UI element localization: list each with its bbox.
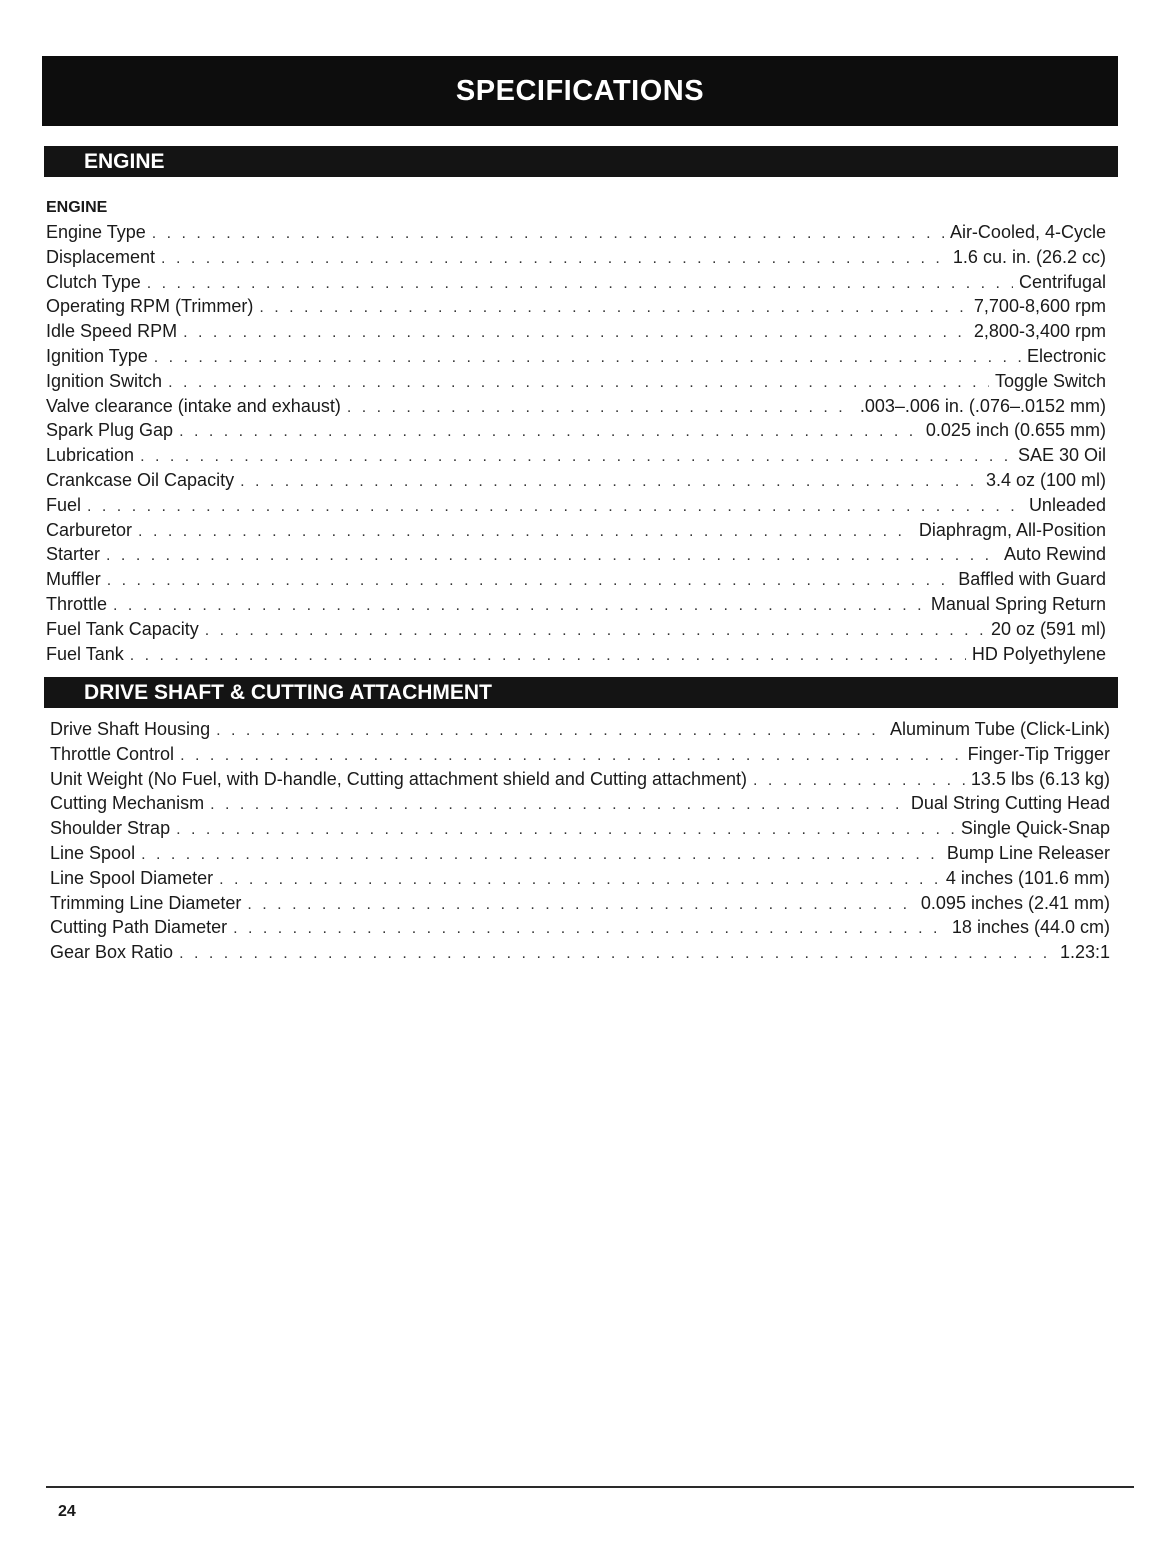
page-title: SPECIFICATIONS (42, 56, 1118, 126)
spec-value: 4 inches (101.6 mm) (945, 867, 1110, 888)
spec-label: Displacement (46, 246, 156, 267)
spec-value: Baffled with Guard (958, 569, 1106, 590)
spec-row (50, 893, 1110, 918)
spec-value: 1.6 cu. in. (26.2 cc) (952, 246, 1106, 267)
dot-leader (179, 423, 920, 441)
spec-value: 3.4 oz (100 ml) (985, 469, 1106, 490)
spec-row (46, 619, 1106, 644)
spec-label: Engine Type (46, 222, 146, 242)
spec-row (46, 445, 1106, 470)
spec-row (46, 594, 1106, 619)
spec-value: 18 inches (44.0 cm) (951, 917, 1110, 938)
spec-row (46, 346, 1106, 371)
spec-label: Shoulder Strap (50, 818, 171, 839)
spec-value: Centrifugal (1018, 271, 1106, 292)
spec-label: Cutting Path Diameter (50, 917, 228, 938)
spec-value: Auto Rewind (1003, 544, 1106, 565)
spec-row (46, 644, 1106, 669)
dot-leader (154, 349, 1021, 367)
spec-label: Throttle Control (50, 743, 175, 764)
spec-row (46, 371, 1106, 396)
spec-value: Single Quick-Snap (960, 818, 1110, 839)
spec-label: Drive Shaft Housing (50, 719, 211, 739)
spec-label: Line Spool Diameter (50, 867, 214, 888)
dot-leader (130, 647, 966, 665)
spec-value: Dual String Cutting Head (910, 793, 1110, 814)
spec-label: Idle Speed RPM (46, 321, 178, 342)
spec-row (46, 222, 1106, 247)
spec-value: 13.5 lbs (6.13 kg) (970, 768, 1110, 789)
spec-value: 1.23:1 (1059, 942, 1110, 963)
spec-value: SAE 30 Oil (1017, 445, 1106, 466)
spec-row (46, 247, 1106, 272)
spec-value: Air-Cooled, 4-Cycle (949, 222, 1106, 242)
spec-row (50, 744, 1110, 769)
spec-label: Ignition Switch (46, 370, 163, 391)
dot-leader (347, 399, 854, 417)
dot-leader (161, 250, 947, 268)
dot-leader (753, 772, 965, 790)
spec-label: Carburetor (46, 519, 133, 540)
spec-value: Bump Line Releaser (946, 842, 1110, 863)
spec-row (46, 495, 1106, 520)
dot-leader (113, 597, 925, 615)
spec-row (50, 843, 1110, 868)
spec-value: Electronic (1026, 345, 1106, 366)
footer-rule (46, 1486, 1134, 1488)
spec-row (50, 917, 1110, 942)
spec-row (46, 520, 1106, 545)
spec-row (46, 296, 1106, 321)
dot-leader (138, 523, 913, 541)
spec-value: 2,800-3,400 rpm (973, 321, 1106, 342)
spec-label: Throttle (46, 593, 108, 614)
page-number: 24 (58, 1503, 76, 1520)
dot-leader (183, 324, 968, 342)
spec-row (50, 868, 1110, 893)
dot-leader (106, 547, 998, 565)
spec-value: 7,700-8,600 rpm (973, 296, 1106, 317)
spec-label: Fuel (46, 494, 82, 515)
dot-leader (180, 747, 962, 765)
spec-value: Unleaded (1028, 494, 1106, 515)
spec-row (50, 719, 1110, 744)
spec-row (50, 818, 1110, 843)
spec-label: Ignition Type (46, 345, 148, 366)
dot-leader (240, 473, 980, 491)
dot-leader (205, 622, 985, 640)
spec-label: Clutch Type (46, 271, 141, 292)
dot-leader (247, 896, 915, 914)
engine-spec-list (46, 222, 1106, 668)
spec-label: Cutting Mechanism (50, 793, 205, 814)
spec-row (50, 942, 1110, 967)
spec-row (46, 420, 1106, 445)
dot-leader (179, 945, 1054, 963)
spec-label: Operating RPM (Trimmer) (46, 296, 254, 317)
spec-label: Spark Plug Gap (46, 420, 174, 441)
dot-leader (87, 498, 1023, 516)
engine-section-banner: ENGINE (44, 146, 1118, 177)
spec-row (46, 569, 1106, 594)
drive-section-banner: DRIVE SHAFT & CUTTING ATTACHMENT (44, 677, 1118, 708)
spec-value: Diaphragm, All-Position (918, 519, 1106, 540)
spec-label: Muffler (46, 569, 101, 590)
spec-label: Gear Box Ratio (50, 942, 174, 963)
spec-value: 20 oz (591 ml) (990, 618, 1106, 639)
dot-leader (140, 448, 1012, 466)
spec-value: 0.095 inches (2.41 mm) (920, 892, 1110, 913)
dot-leader (176, 821, 955, 839)
spec-row (50, 793, 1110, 818)
dot-leader (210, 796, 905, 814)
dot-leader (152, 225, 944, 243)
spec-value: 0.025 inch (0.655 mm) (925, 420, 1106, 441)
spec-label: Line Spool (50, 842, 136, 863)
spec-value: Aluminum Tube (Click-Link) (889, 719, 1110, 739)
spec-label: Lubrication (46, 445, 135, 466)
dot-leader (216, 722, 884, 740)
spec-value: .003–.006 in. (.076–.0152 mm) (859, 395, 1106, 416)
dot-leader (107, 572, 953, 590)
dot-leader (147, 275, 1013, 293)
spec-row (46, 272, 1106, 297)
spec-row (50, 769, 1110, 794)
spec-value: HD Polyethylene (971, 643, 1106, 664)
spec-label: Unit Weight (No Fuel, with D-handle, Cutting attachment shield and Cutting attachment) (50, 768, 748, 789)
spec-row (46, 396, 1106, 421)
spec-value: Toggle Switch (994, 370, 1106, 391)
spec-label: Valve clearance (intake and exhaust) (46, 395, 341, 416)
spec-label: Trimming Line Diameter (50, 892, 242, 913)
dot-leader (141, 846, 941, 864)
drive-spec-list (50, 719, 1110, 967)
spec-label: Fuel Tank (46, 643, 124, 664)
spec-value: Finger-Tip Trigger (967, 743, 1110, 764)
spec-label: Fuel Tank Capacity (46, 618, 199, 639)
dot-leader (259, 299, 968, 317)
spec-row (46, 321, 1106, 346)
engine-subheading: ENGINE (46, 199, 108, 216)
dot-leader (233, 920, 946, 938)
spec-value: Manual Spring Return (930, 593, 1106, 614)
spec-row (46, 544, 1106, 569)
spec-label: Crankcase Oil Capacity (46, 469, 235, 490)
dot-leader (168, 374, 989, 392)
spec-label: Starter (46, 544, 101, 565)
spec-row (46, 470, 1106, 495)
dot-leader (219, 871, 940, 889)
